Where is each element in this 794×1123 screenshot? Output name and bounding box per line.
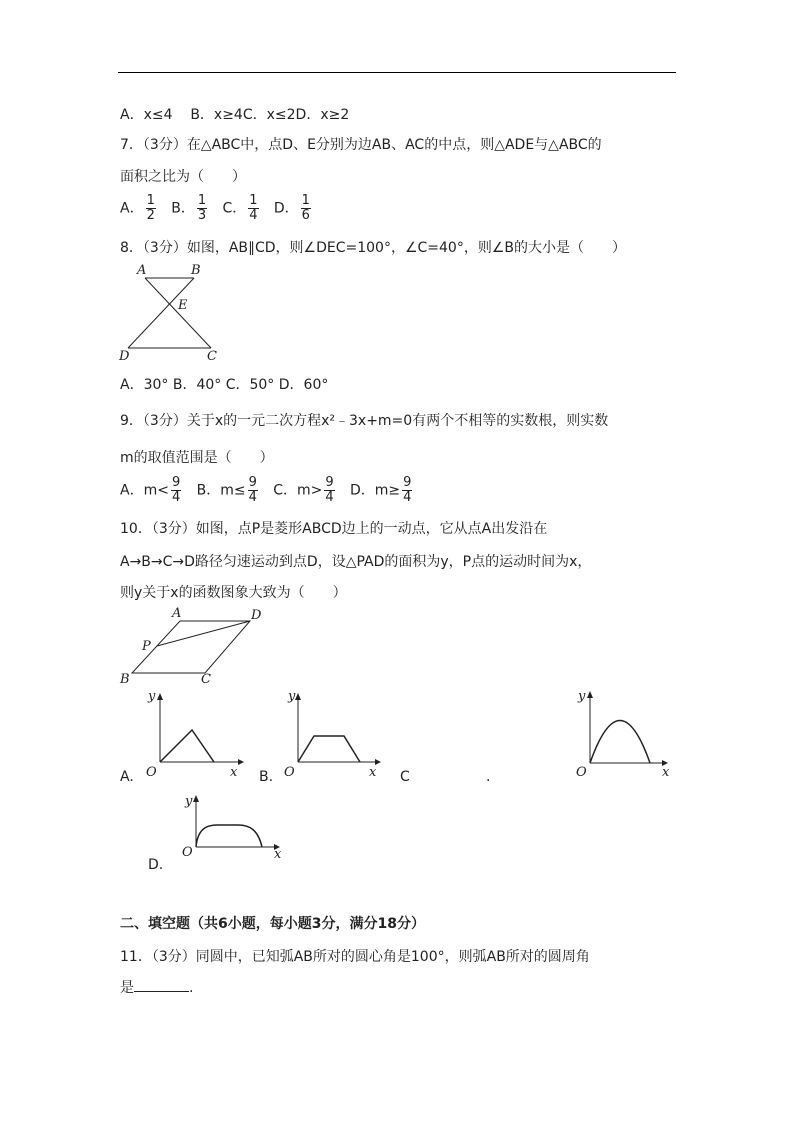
svg-text:O: O: [182, 845, 193, 860]
q10-graph-a: [140, 690, 250, 780]
svg-text:O: O: [146, 765, 157, 780]
q8-label-e: E: [178, 298, 188, 313]
q7-options: [120, 194, 313, 223]
q9-option-a: A．m< $\frac{9}{4}$: [120, 475, 181, 505]
q8-options: A．30° B．40° C．50° D．60°: [120, 377, 329, 393]
q8-figure: [115, 262, 225, 364]
q10-graph-b: [270, 690, 385, 780]
q10-stem-line1: 10．（3分）如图，点P是菱形ABCD边上的一动点，它从点A出发沿在: [120, 521, 548, 537]
q10-label-d: D: [251, 608, 262, 623]
q11-stem-line2: 是 .: [120, 980, 194, 996]
svg-text:O: O: [576, 765, 587, 780]
q11-stem-line1: 11．（3分）同圆中，已知弧AB所对的圆心角是100°，则弧AB所对的圆周角: [120, 949, 590, 965]
q8-label-b: B: [191, 263, 201, 278]
q9-option-d: D．m≥ $\frac{9}{4}$: [350, 475, 412, 505]
q10-rhombus-figure: [115, 605, 275, 687]
q10-stem-line2: A→B→C→D路径匀速运动到点D，设△PAD的面积为y，P点的运动时间为x，: [120, 554, 592, 570]
q10-option-b-label: B.: [259, 769, 274, 785]
header-rule: [118, 72, 676, 73]
q7-stem-line1: 7．（3分）在△ABC中，点D、E分别为边AB、AC的中点，则△ADE与△ABC的: [120, 137, 602, 153]
q9-stem-line1: 9．（3分）关于x的一元二次方程x²﹣3x+m=0有两个不相等的实数根，则实数: [120, 413, 609, 429]
q10-graph-d: [176, 792, 291, 864]
q9-option-c: C．m> $\frac{9}{4}$: [273, 475, 334, 505]
svg-text:x: x: [369, 765, 377, 780]
q8-label-c: C: [207, 349, 217, 364]
q10-label-b: B: [120, 672, 130, 687]
q10-label-p: P: [142, 639, 151, 654]
q11-answer-blank[interactable]: [134, 979, 189, 992]
svg-text:O: O: [284, 765, 295, 780]
q10-option-c-period: .: [486, 769, 491, 785]
q10-option-d-label: D.: [148, 857, 164, 873]
svg-text:y: y: [148, 689, 156, 704]
q6-options: A．x≤4 B．x≥4C．x≤2D．x≥2: [120, 107, 350, 123]
q7-stem-line2: 面积之比为（ ）: [120, 169, 246, 185]
section-2-title: 二、填空题（共6小题，每小题3分，满分18分）: [120, 916, 425, 932]
svg-text:x: x: [274, 847, 282, 862]
q10-option-c-label: C: [400, 769, 410, 785]
q9-stem-line2: m的取值范围是（ ）: [120, 450, 274, 466]
svg-text:x: x: [662, 765, 670, 780]
q9-options: [120, 476, 414, 505]
q10-graph-c: [570, 688, 675, 780]
q9-option-b: B．m≤ $\frac{9}{4}$: [196, 475, 257, 505]
q8-label-d: D: [119, 349, 130, 364]
q10-label-c: C: [201, 672, 211, 687]
svg-text:x: x: [230, 765, 238, 780]
svg-text:y: y: [288, 689, 296, 704]
q8-label-a: A: [137, 263, 147, 278]
q10-label-a: A: [172, 606, 182, 621]
svg-text:y: y: [185, 794, 193, 809]
q8-stem: 8．（3分）如图，AB∥CD，则∠DEC=100°，∠C=40°，则∠B的大小是（ ）: [120, 240, 626, 256]
q7-option-a: A． $\frac{1}{2}$: [120, 193, 155, 223]
q10-stem-line3: 则y关于x的函数图象大致为（ ）: [120, 585, 347, 601]
q7-option-d: D． $\frac{1}{6}$: [273, 193, 310, 223]
q7-option-c: C． $\frac{1}{4}$: [222, 193, 258, 223]
q10-option-a-label: A.: [120, 769, 134, 785]
q7-option-b: B． $\frac{1}{3}$: [171, 193, 207, 223]
svg-text:y: y: [578, 689, 586, 704]
